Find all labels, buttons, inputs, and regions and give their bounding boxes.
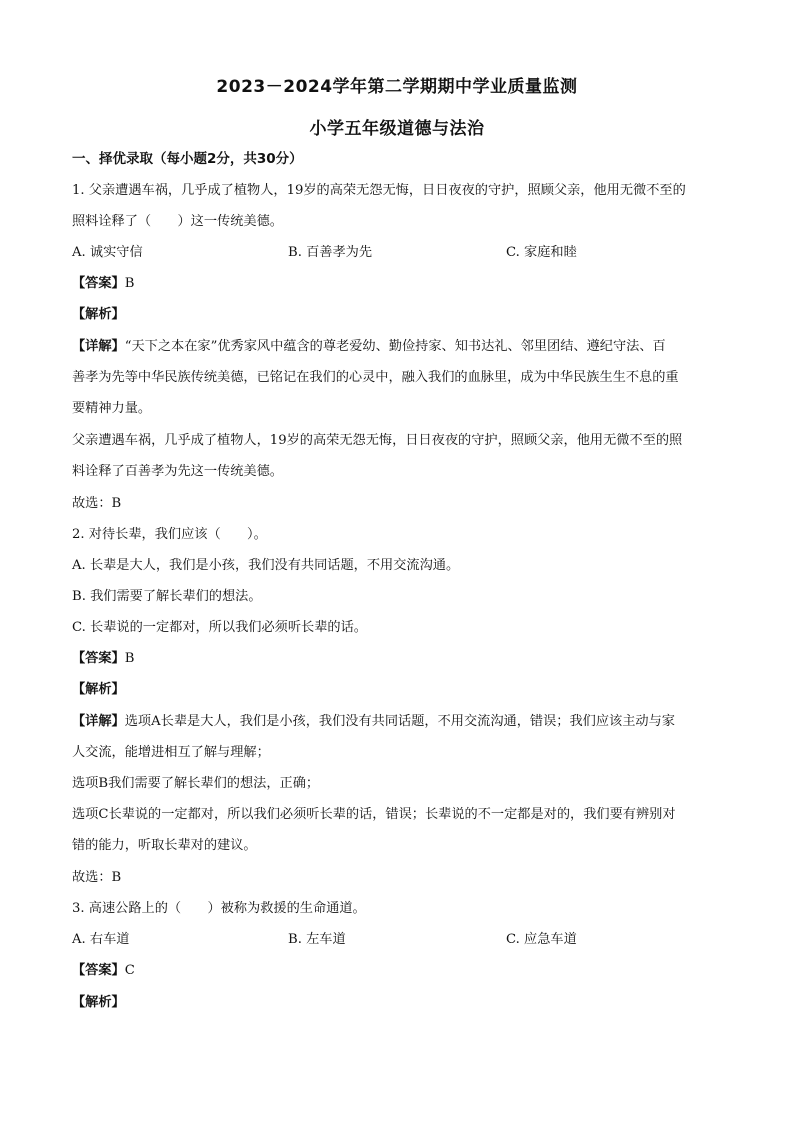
q2-option-c: C. 长辈说的一定都对，所以我们必须听长辈的话。 bbox=[72, 620, 367, 635]
q1-detail-line2: 善孝为先等中华民族传统美德，已铭记在我们的心灵中，融入我们的血脉里，成为中华民族生生不息的重 bbox=[72, 370, 679, 385]
q1-option-a: A. 诚实守信 bbox=[72, 245, 143, 260]
q2-choice: 故选：B bbox=[72, 870, 122, 885]
q2-analysis bbox=[72, 681, 724, 699]
q1-detail-line1 bbox=[72, 338, 724, 356]
analysis-tag: 【解析】 bbox=[72, 995, 125, 1010]
answer-tag: 【答案】 bbox=[72, 651, 125, 666]
answer-value: B bbox=[124, 651, 135, 666]
page-subtitle: 小学五年级道德与法治 bbox=[309, 119, 485, 139]
q1-answer bbox=[72, 275, 724, 293]
answer-tag: 【答案】 bbox=[72, 276, 125, 291]
q1-detail-line5: 料诠释了百善孝为先这一传统美德。 bbox=[72, 464, 283, 479]
q1-option-b: B. 百善孝为先 bbox=[288, 245, 373, 260]
q3-stem: 3. 高速公路上的（ ）被称为救援的生命通道。 bbox=[72, 901, 366, 916]
detail-text: “天下之本在家”优秀家风中蕴含的尊老爱幼、勤俭持家、知书达礼、邻里团结、遵纪守法、百 bbox=[124, 339, 666, 354]
q2-detail-line4: 选项C长辈说的一定都对，所以我们必须听长辈的话，错误；长辈说的不一定都是对的，我们要有辨别对 bbox=[72, 807, 676, 822]
q1-option-c: C. 家庭和睦 bbox=[506, 245, 577, 260]
section-heading: 一、择优录取（每小题2分，共30分） bbox=[72, 151, 303, 167]
detail-tag: 【详解】 bbox=[72, 339, 125, 354]
q2-option-a: A. 长辈是大人，我们是小孩，我们没有共同话题，不用交流沟通。 bbox=[72, 558, 460, 573]
q3-analysis bbox=[72, 994, 724, 1012]
q2-option-b: B. 我们需要了解长辈们的想法。 bbox=[72, 589, 262, 604]
q2-detail-line3: 选项B我们需要了解长辈们的想法，正确； bbox=[72, 776, 320, 791]
q2-detail-line2: 人交流，能增进相互了解与理解； bbox=[72, 745, 270, 760]
analysis-tag: 【解析】 bbox=[72, 682, 125, 697]
answer-value: C bbox=[124, 963, 135, 978]
answer-tag: 【答案】 bbox=[72, 963, 125, 978]
q1-stem-line1: 1. 父亲遭遇车祸，几乎成了植物人，19岁的高荣无怨无悔，日日夜夜的守护，照顾父亲，他用无微不至的 bbox=[72, 183, 686, 198]
q3-option-a: A. 右车道 bbox=[72, 932, 130, 947]
page-title: 2023－2024学年第二学期期中学业质量监测 bbox=[216, 77, 578, 97]
answer-value: B bbox=[124, 276, 135, 291]
q2-detail-line1 bbox=[72, 713, 724, 731]
q2-detail-line5: 错的能力，听取长辈对的建议。 bbox=[72, 838, 257, 853]
q2-answer bbox=[72, 650, 724, 668]
q1-detail-line4: 父亲遭遇车祸，几乎成了植物人，19岁的高荣无怨无悔，日日夜夜的守护，照顾父亲，他用无微不至的照 bbox=[72, 433, 683, 448]
q1-analysis bbox=[72, 306, 724, 324]
detail-text: 选项A长辈是大人，我们是小孩，我们没有共同话题，不用交流沟通，错误；我们应该主动与家 bbox=[124, 714, 675, 729]
detail-tag: 【详解】 bbox=[72, 714, 125, 729]
q1-stem-line2: 照料诠释了（ ）这一传统美德。 bbox=[72, 214, 283, 229]
q1-detail-line3: 要精神力量。 bbox=[72, 401, 152, 416]
analysis-tag: 【解析】 bbox=[72, 307, 125, 322]
q2-stem: 2. 对待长辈，我们应该（ ）。 bbox=[72, 527, 267, 542]
q1-choice: 故选：B bbox=[72, 496, 122, 511]
q3-option-c: C. 应急车道 bbox=[506, 932, 577, 947]
q3-answer bbox=[72, 962, 724, 980]
q3-option-b: B. 左车道 bbox=[288, 932, 346, 947]
